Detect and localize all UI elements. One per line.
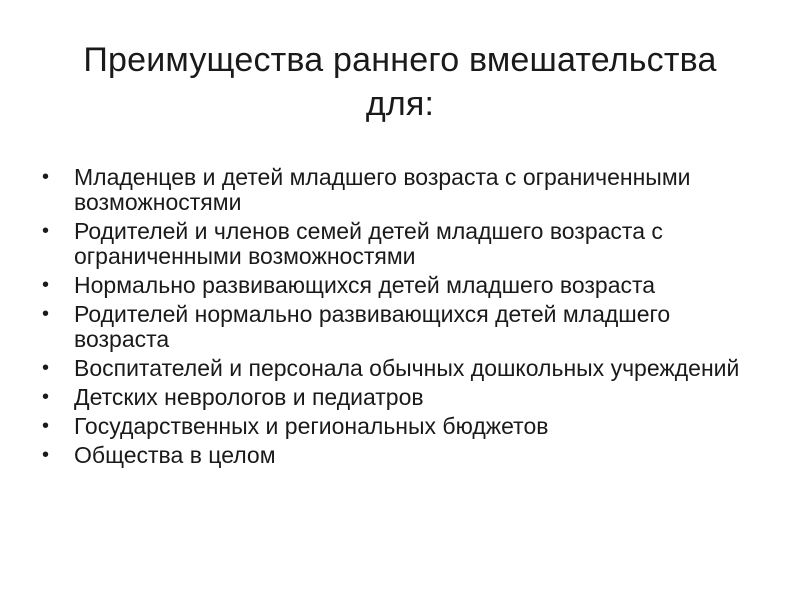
bullet-item: [42, 443, 762, 468]
bullet-text: Родителей и членов семей детей младшего возраста с ограниченными возможностями: [74, 218, 663, 269]
bullet-dot-icon: •: [42, 357, 50, 379]
bullet-text: Государственных и региональных бюджетов: [74, 413, 549, 439]
bullet-item: [42, 414, 762, 439]
bullet-item: [42, 356, 762, 381]
bullet-list: [42, 165, 762, 472]
title-line-1: Преимущества раннего вмешательства: [83, 41, 717, 79]
bullet-item: [42, 273, 762, 298]
bullet-item: [42, 302, 762, 352]
bullet-dot-icon: •: [42, 166, 50, 188]
bullet-text: Младенцев и детей младшего возраста с ограниченными возможностями: [74, 164, 691, 215]
bullet-text: Родителей нормально развивающихся детей младшего возраста: [74, 301, 671, 352]
bullet-text: Общества в целом: [74, 442, 276, 468]
bullet-dot-icon: •: [42, 220, 50, 242]
slide-title: [40, 38, 760, 126]
bullet-text: Нормально развивающихся детей младшего возраста: [74, 272, 656, 298]
bullet-item: [42, 385, 762, 410]
bullet-dot-icon: •: [42, 303, 50, 325]
bullet-item: [42, 165, 762, 215]
bullet-dot-icon: •: [42, 415, 50, 437]
bullet-text: Воспитателей и персонала обычных дошкольных учреждений: [74, 355, 740, 381]
title-line-2: для:: [365, 85, 435, 123]
bullet-text: Детских неврологов и педиатров: [74, 384, 424, 410]
bullet-dot-icon: •: [42, 274, 50, 296]
bullet-dot-icon: •: [42, 444, 50, 466]
bullet-dot-icon: •: [42, 386, 50, 408]
bullet-item: [42, 219, 762, 269]
